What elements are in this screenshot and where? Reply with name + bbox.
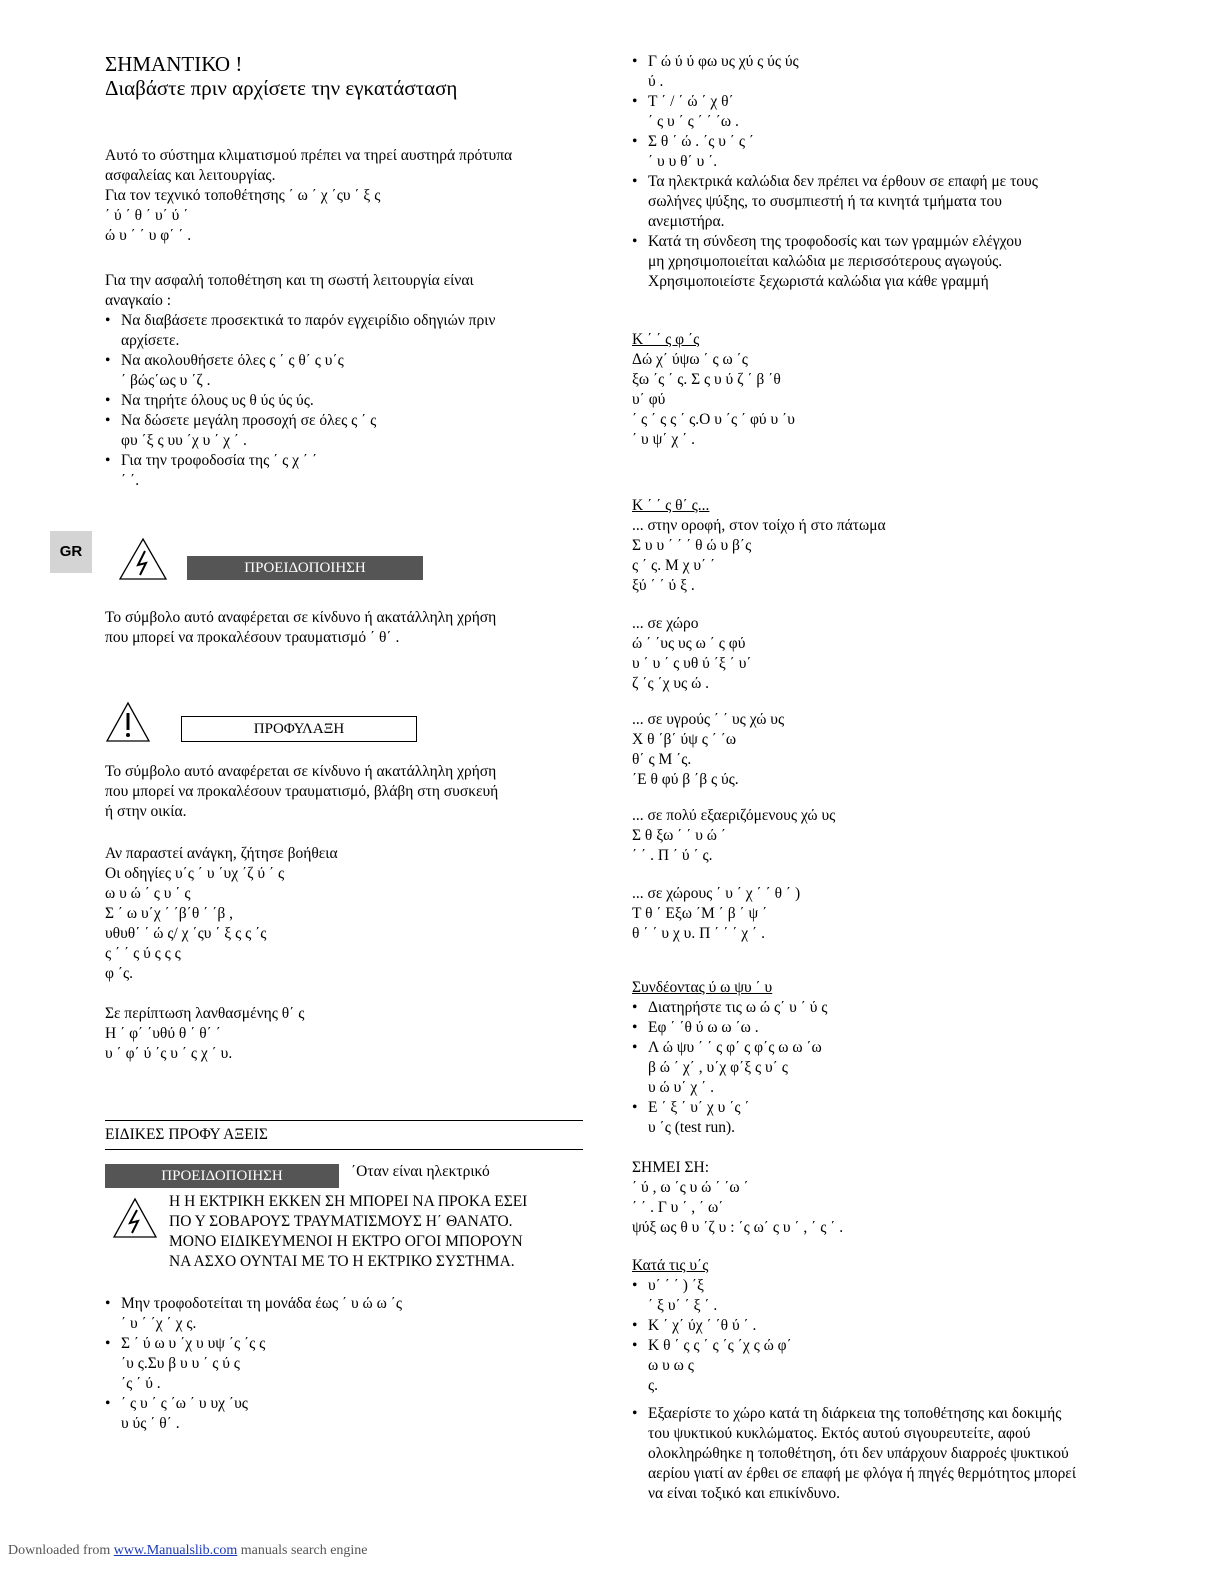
help-paragraph: Αν παραστεί ανάγκη, ζήτησε βοήθεια Οι οδηγίες υ΄ς ΄ υ ΄υχ ΄ζ ύ ΄ ς ω υ ώ ΄ ς υ ΄ ς Σ ΄ ω υ΄χ ΄ ΄β΄θ ΄ ΄β , υθυθ΄ ΄ ώ ς/ χ ΄ςυ ΄ ξ ς ς ΄ς ς ΄ ΄ ς ύ ς ς ς φ ΄ς. bbox=[105, 845, 338, 982]
list-item: • Να τηρήτε όλους υς θ ύς ύς ύς. bbox=[105, 391, 583, 411]
right-column bbox=[632, 52, 1110, 1504]
safety-list bbox=[105, 311, 583, 491]
list-item: • Κατά τη σύνδεση της τροφοδοσίς και των γραμμών ελέγχου μη χρησιμοποιείται καλώδια με περισσότερους αγωγούς. Χρησιμοποιείστε ξεχωριστά καλώδια για κάθε γραμμή bbox=[632, 232, 1110, 292]
note-text: ΄ ύ , ω ΄ς υ ώ ΄ ΄ω ΄ ΄ ΄ . Γ υ ΄ , ΄ ω΄ ψύξ ως θ υ ΄ζ υ : ΄ς ω΄ ς υ ΄ , ΄ ς ΄ . bbox=[632, 1179, 844, 1236]
language-tab[interactable]: GR bbox=[50, 531, 92, 573]
page-title: ΣΗΜΑΝΤΙΚΟ ! bbox=[105, 52, 243, 76]
note-heading: ΣΗΜΕΙ ΣΗ: bbox=[632, 1159, 710, 1176]
section-heading: ... σε χώρους ΄ υ ΄ χ ΄ ΄ θ ΄ ) bbox=[632, 885, 801, 902]
list-item: • Σ ΄ ύ ω υ ΄χ υ υψ ΄ς ΄ς ς ΄υ ς.Συ β υ υ ΄ ς ύ ς ΄ς ΄ ύ . bbox=[105, 1334, 583, 1394]
section-text: Δώ χ΄ ύψω ΄ ς ω ΄ς ξω ΄ς ΄ ς. Σ ς υ ύ ζ ΄ β ΄θ υ΄ φύ ΄ ς ΄ ς ς ΄ ς.Ο υ ΄ς ΄ φύ υ ΄υ ΄ υ ψ΄ χ ΄ . bbox=[632, 351, 795, 448]
electric-hazard-icon bbox=[117, 536, 169, 582]
text-line: Για την ασφαλή τοποθέτηση και τη σωστή λειτουργία είναι bbox=[105, 272, 474, 289]
caution-text: Το σύμβολο αυτό αναφέρεται σε κίνδυνο ή ακατάλληλη χρήση που μπορεί να προκαλέσουν τραυματισμό, βλάβη στη συσκευή ή στην οικία. bbox=[105, 763, 499, 820]
text-line: ώ υ ΄ ΄ υ φ΄ ΄ . bbox=[105, 227, 192, 244]
page-subtitle: Διαβάστε πριν αρχίσετε την εγκατάσταση bbox=[105, 76, 458, 100]
list-item: • υ΄ ΄ ΄ ) ΄ξ ΄ ξ υ΄ ΄ ξ ΄ . bbox=[632, 1276, 1110, 1316]
caution-icon bbox=[105, 700, 151, 744]
text-line: ασφαλείας και λειτουργίας. bbox=[105, 167, 276, 184]
special-warning-label: ΠΡΟΕΙΔΟΠΟΙΗΣΗ bbox=[105, 1164, 339, 1188]
section-text: Χ θ ΄β΄ ύψ ς ΄ ΄ω θ΄ ς Μ ΄ς. ΄Ε θ φύ β ΄β ς ύς. bbox=[632, 731, 739, 788]
list-item: • Για την τροφοδοσία της ΄ ς χ ΄ ΄ ΄ ΄. bbox=[105, 451, 583, 491]
caution-block bbox=[105, 700, 583, 760]
list-item: • Κ θ ΄ ς ς ΄ ς ΄ς ΄χ ς ώ φ΄ ω υ ω ς ς. bbox=[632, 1336, 1110, 1396]
list-item: • Εξαερίστε το χώρο κατά τη διάρκεια της τοποθέτησης και δοκιμής του ψυκτικού κυκλώματος. Εκτός αυτού σιγουρευτείτε, αφού ολοκληρώθηκε η τοποθέτηση, ότι δεν υπάρχουν διαρροές ψυκτικού αερίου γιατί αν έρθει σε επαφή με φλόγα ή πηγές θερμότητος μπορεί να είναι τοξικό και επικίνδυνο. bbox=[632, 1404, 1110, 1504]
list-item: • Εφ ΄ ΄θ ύ ω ω ΄ω . bbox=[632, 1018, 1110, 1038]
list-item: • Λ ώ ψυ ΄ ΄ ς φ΄ ς φ΄ς ω ω ΄ω β ώ ΄ χ΄ , υ΄χ φ΄ξ ς υ΄ ς υ ώ υ΄ χ ΄ . bbox=[632, 1038, 1110, 1098]
section-heading: ... σε χώρο bbox=[632, 615, 699, 632]
section-text: Σ υ υ ΄ ΄ ΄ θ ώ υ β΄ς ς ΄ ς. Μ χ υ΄ ΄ ξύ ΄ ΄ ύ ξ . bbox=[632, 537, 752, 594]
list-item: • ΄ ς υ ΄ ς ΄ω ΄ υ υχ ΄υς υ ύς ΄ θ΄ . bbox=[105, 1394, 583, 1434]
special-precautions-heading: ΕΙΔΙΚΕΣ ΠΡΟΦΥ ΑΞΕΙΣ bbox=[105, 1126, 268, 1143]
intro-paragraph bbox=[105, 146, 583, 246]
section-heading: Κ ΄ ΄ ς φ ΄ς bbox=[632, 331, 700, 348]
refrigerant-list bbox=[632, 998, 1110, 1138]
warning-label: ΠΡΟΕΙΔΟΠΟΙΗΣΗ bbox=[187, 556, 423, 580]
special-warning-row bbox=[105, 1160, 583, 1192]
section-text: Τ θ ΄ Εξω ΄Μ ΄ β ΄ ψ ΄ θ ΄ ΄ υ χ υ. Π ΄ ΄ ΄ χ ΄ . bbox=[632, 905, 768, 942]
list-item: • Τ ΄ / ΄ ώ ΄ χ θ΄ ΄ ς υ ΄ ς ΄ ΄ ΄ω . bbox=[632, 92, 1110, 132]
footer-suffix: manuals search engine bbox=[240, 1543, 368, 1558]
manualslib-link[interactable]: www.Manualslib.com bbox=[113, 1543, 238, 1558]
special-warning-text: ΄Οταν είναι ηλεκτρικό bbox=[351, 1163, 490, 1180]
list-item: • Να ακολουθήσετε όλες ς ΄ ς θ΄ ς υ΄ς ΄ βώς΄ως υ ΄ζ . bbox=[105, 351, 583, 391]
section-heading: Κ ΄ ΄ ς θ΄ ς... bbox=[632, 497, 710, 514]
left-column bbox=[105, 52, 583, 1434]
list-item: • Γ ώ ύ ύ φω υς χύ ς ύς ύς ύ . bbox=[632, 52, 1110, 92]
footer bbox=[8, 1543, 368, 1559]
text-line: Για τον τεχνικό τοποθέτησης ΄ ω ΄ χ ΄ςυ ΄ ξ ς bbox=[105, 187, 381, 204]
warning-block bbox=[105, 536, 583, 596]
list-item: • Διατηρήστε τις ω ώ ς΄ υ ΄ ύ ς bbox=[632, 998, 1110, 1018]
operation-list bbox=[632, 1276, 1110, 1396]
text-line: ΄ ύ ΄ θ ΄ υ΄ ύ ΄ bbox=[105, 207, 189, 224]
list-item: • Σ θ ΄ ώ . ΄ς υ ΄ ς ΄ ΄ υ υ θ΄ υ ΄. bbox=[632, 132, 1110, 172]
section-heading: Κατά τις υ΄ς bbox=[632, 1257, 709, 1274]
footer-prefix: Downloaded from bbox=[8, 1543, 111, 1558]
list-item: • Να δώσετε μεγάλη προσοχή σε όλες ς ΄ ς φυ ΄ξ ς υυ ΄χ υ ΄ χ ΄ . bbox=[105, 411, 583, 451]
wiring-list bbox=[632, 52, 1110, 292]
caution-label: ΠΡΟΦΥΛΑΞΗ bbox=[181, 716, 417, 742]
text-line: αναγκαίο : bbox=[105, 292, 171, 309]
section-text: Σ θ ξω ΄ ΄ υ ώ ΄ ΄ ΄ . Π ΄ ύ ΄ ς. bbox=[632, 827, 727, 864]
list-item: • Να διαβάσετε προσεκτικά το παρόν εγχειρίδιο οδηγιών πριν αρχίσετε. bbox=[105, 311, 583, 351]
text-line: Αυτό το σύστημα κλιματισμού πρέπει να τηρεί αυστηρά πρότυπα bbox=[105, 147, 513, 164]
section-heading: Συνδέοντας ύ ω ψυ ΄ υ bbox=[632, 979, 773, 996]
section-text: ώ ΄ ΄υς υς ω ΄ ς φύ υ ΄ υ ΄ ς υθ ύ ΄ξ ΄ υ΄ ζ ΄ς ΄χ υς ώ . bbox=[632, 635, 752, 692]
safety-intro bbox=[105, 271, 583, 311]
wrong-install-paragraph: Σε περίπτωση λανθασμένης θ΄ ς Η ΄ φ΄ ΄υθύ θ ΄ θ΄ ΄ υ ΄ φ΄ ύ ΄ς υ ΄ ς χ ΄ υ. bbox=[105, 1005, 305, 1062]
list-item: • Κ ΄ χ΄ ύχ ΄ ΄θ ύ ΄ . bbox=[632, 1316, 1110, 1336]
warning-text: Το σύμβολο αυτό αναφέρεται σε κίνδυνο ή ακατάλληλη χρήση που μπορεί να προκαλέσουν τραυματισμό ΄ θ΄ . bbox=[105, 609, 497, 646]
ventilation-list bbox=[632, 1404, 1110, 1504]
section-heading: ... σε υγρούς ΄ ΄ υς χώ υς bbox=[632, 711, 785, 728]
list-item: • Ε ΄ ξ ΄ υ΄ χ υ ΄ς ΄ υ ΄ς (test run). bbox=[632, 1098, 1110, 1138]
section-lead: ... στην οροφή, στον τοίχο ή στο πάτωμα bbox=[632, 517, 886, 534]
electric-hazard-icon bbox=[111, 1196, 159, 1240]
electric-shock-warning: Η Η ΕΚΤΡΙΚΗ ΕΚΚΕΝ ΣΗ ΜΠΟΡΕΙ ΝΑ ΠΡΟΚΑ ΕΣΕΙ ΠΟ Υ ΣΟΒΑΡΟΥΣ ΤΡΑΥΜΑΤΙΣΜΟΥΣ Η΄ ΘΑΝΑΤΟ. ΜΟΝΟ ΕΙΔΙΚΕΥΜΕΝΟΙ Η ΕΚΤΡΟ ΟΓΟΙ ΜΠΟΡΟΥΝ ΝΑ ΑΣΧΟ ΟΥΝΤΑΙ ΜΕ ΤΟ Η ΕΚΤΡΙΚΟ ΣΥΣΤΗΜΑ. bbox=[105, 1192, 583, 1272]
list-item: • Μην τροφοδοτείται τη μονάδα έως ΄ υ ώ ω ΄ς ΄ υ ΄ ΄χ ΄ χ ς. bbox=[105, 1294, 583, 1334]
section-heading: ... σε πολύ εξαεριζόμενους χώ υς bbox=[632, 807, 836, 824]
list-item: • Τα ηλεκτρικά καλώδια δεν πρέπει να έρθουν σε επαφή με τους σωλήνες ψύξης, το συσμπιεστή ή τα κινητά τμήματα του ανεμιστήρα. bbox=[632, 172, 1110, 232]
electrical-list bbox=[105, 1294, 583, 1434]
